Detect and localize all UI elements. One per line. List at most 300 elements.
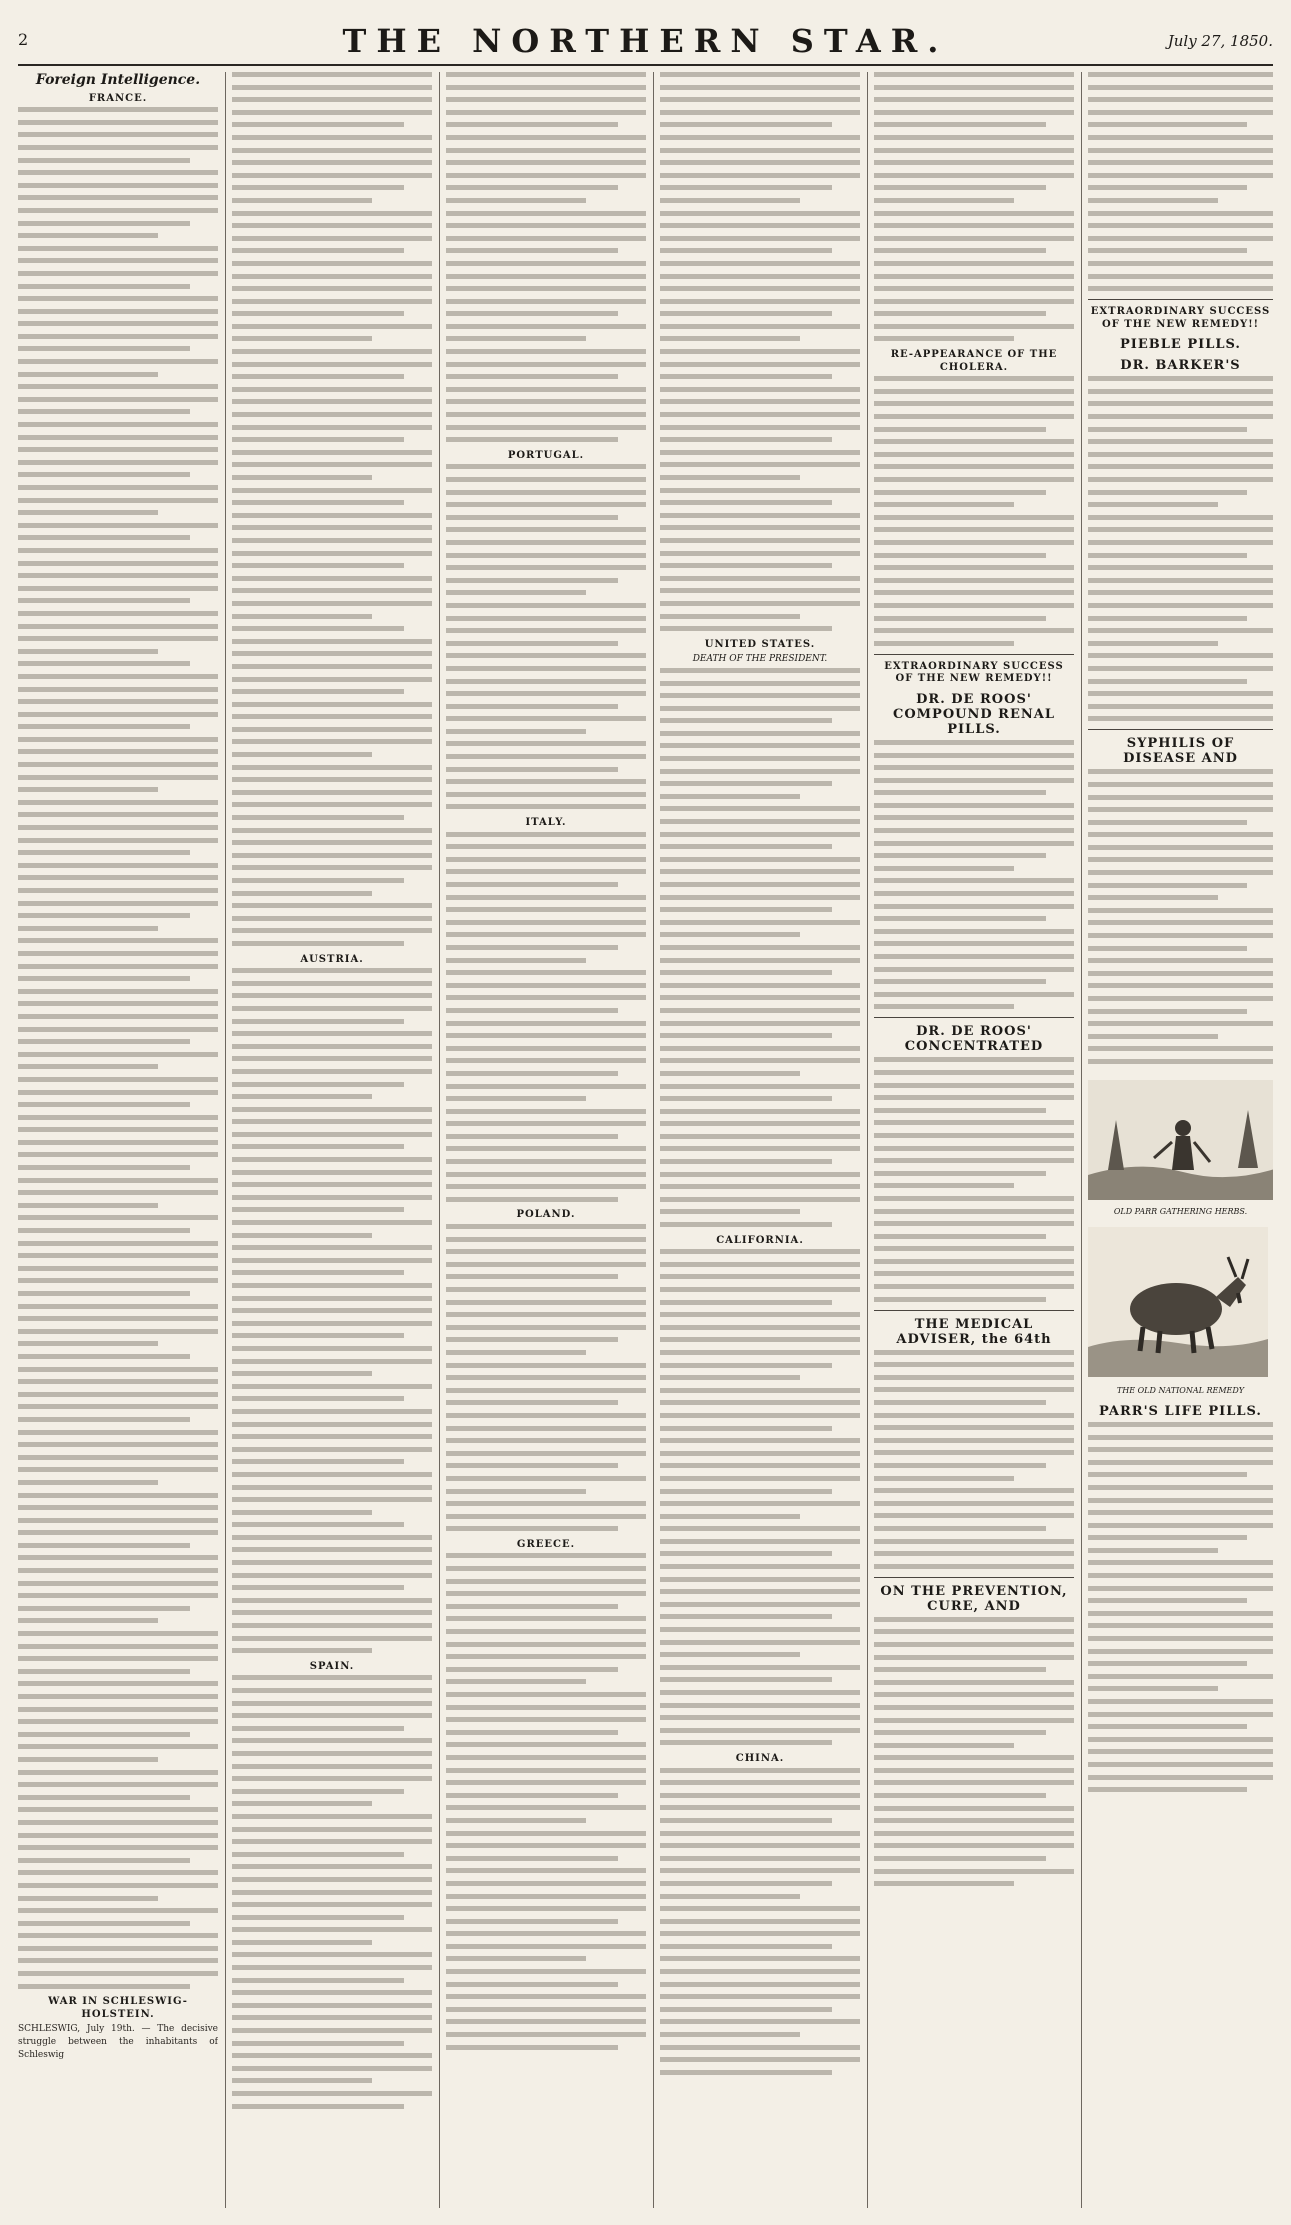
text-line bbox=[18, 1417, 190, 1422]
text-line bbox=[1088, 1059, 1273, 1064]
text-line bbox=[1088, 820, 1247, 825]
text-line bbox=[232, 1522, 404, 1527]
text-line bbox=[232, 1940, 372, 1945]
text-line bbox=[660, 2057, 860, 2062]
text-line bbox=[874, 1133, 1074, 1138]
text-line bbox=[874, 740, 1074, 745]
text-line bbox=[446, 85, 646, 90]
text-line bbox=[660, 588, 860, 593]
text-line bbox=[232, 311, 404, 316]
text-line bbox=[232, 765, 432, 770]
text-line bbox=[18, 1001, 218, 1006]
text-line bbox=[874, 1768, 1074, 1773]
article-text bbox=[446, 1224, 646, 1531]
text-line bbox=[18, 1442, 218, 1447]
text-line bbox=[660, 832, 860, 837]
text-line bbox=[18, 1770, 218, 1775]
text-line bbox=[660, 462, 860, 467]
text-line bbox=[446, 2019, 646, 2024]
text-line bbox=[446, 1805, 646, 1810]
text-line bbox=[660, 1184, 860, 1189]
text-line bbox=[1088, 490, 1247, 495]
text-line bbox=[660, 1134, 860, 1139]
text-line bbox=[18, 120, 218, 125]
text-line bbox=[1088, 1422, 1273, 1427]
advert-text bbox=[1088, 72, 1273, 291]
text-line bbox=[874, 1234, 1046, 1239]
text-line bbox=[18, 1178, 218, 1183]
text-line bbox=[660, 706, 860, 711]
text-line bbox=[232, 891, 372, 896]
text-line bbox=[660, 1969, 860, 1974]
text-line bbox=[446, 1463, 618, 1468]
text-line bbox=[446, 1654, 646, 1659]
text-line bbox=[232, 1915, 404, 1920]
text-line bbox=[18, 1455, 218, 1460]
text-line bbox=[18, 548, 218, 553]
text-line bbox=[1088, 477, 1273, 482]
text-line bbox=[874, 1718, 1074, 1723]
advert-text bbox=[1088, 769, 1273, 1064]
text-line bbox=[874, 299, 1074, 304]
text-line bbox=[18, 1958, 218, 1963]
text-line bbox=[660, 1249, 860, 1254]
text-line bbox=[874, 236, 1074, 241]
text-line bbox=[660, 286, 860, 291]
text-line bbox=[1088, 908, 1273, 913]
text-line bbox=[1088, 211, 1273, 216]
text-line bbox=[232, 122, 404, 127]
text-line bbox=[18, 1480, 158, 1485]
text-line bbox=[18, 674, 218, 679]
text-line bbox=[660, 475, 800, 480]
heading-united-states: UNITED STATES. bbox=[704, 638, 816, 650]
text-line bbox=[18, 611, 218, 616]
text-line bbox=[874, 553, 1046, 558]
text-line bbox=[446, 336, 586, 341]
text-line bbox=[18, 359, 218, 364]
text-line bbox=[660, 1640, 860, 1645]
heading-portugal: PORTUGAL. bbox=[507, 449, 585, 461]
text-line bbox=[446, 628, 646, 633]
text-line bbox=[1088, 1775, 1273, 1780]
text-line bbox=[446, 1526, 618, 1531]
text-line bbox=[660, 1881, 832, 1886]
text-line bbox=[660, 1652, 800, 1657]
text-line bbox=[232, 601, 432, 606]
text-line bbox=[18, 221, 190, 226]
text-line bbox=[446, 261, 646, 266]
text-line bbox=[660, 437, 832, 442]
text-line bbox=[874, 311, 1046, 316]
text-line bbox=[874, 841, 1074, 846]
text-line bbox=[446, 1566, 646, 1571]
text-line bbox=[660, 819, 860, 824]
text-line bbox=[232, 840, 432, 845]
text-line bbox=[18, 1190, 218, 1195]
text-line bbox=[18, 1669, 190, 1674]
text-line bbox=[660, 1262, 860, 1267]
text-line bbox=[446, 1818, 586, 1823]
text-line bbox=[446, 1969, 646, 1974]
text-line bbox=[660, 148, 860, 153]
text-line bbox=[446, 1121, 646, 1126]
text-line bbox=[446, 1274, 618, 1279]
text-line bbox=[1088, 1046, 1273, 1051]
text-line bbox=[232, 1952, 432, 1957]
text-line bbox=[446, 110, 646, 115]
text-line bbox=[874, 1755, 1074, 1760]
text-line bbox=[446, 1755, 646, 1760]
text-line bbox=[232, 639, 432, 644]
text-line bbox=[1088, 1021, 1273, 1026]
text-line bbox=[660, 1172, 860, 1177]
text-line bbox=[660, 261, 860, 266]
text-line bbox=[660, 806, 860, 811]
text-line bbox=[660, 425, 860, 430]
column-1 bbox=[18, 72, 218, 2208]
text-line bbox=[446, 1717, 646, 1722]
text-line bbox=[660, 1539, 860, 1544]
text-line bbox=[1088, 464, 1273, 469]
text-line bbox=[232, 1927, 432, 1932]
text-line bbox=[874, 891, 1074, 896]
text-line bbox=[232, 1738, 432, 1743]
text-line bbox=[660, 1868, 860, 1873]
text-line bbox=[232, 1864, 432, 1869]
text-line bbox=[660, 198, 800, 203]
text-line bbox=[1088, 1586, 1273, 1591]
text-line bbox=[232, 135, 432, 140]
text-line bbox=[232, 538, 432, 543]
text-line bbox=[446, 1579, 646, 1584]
text-line bbox=[660, 324, 860, 329]
text-line bbox=[1088, 414, 1273, 419]
text-line bbox=[446, 425, 646, 430]
text-line bbox=[446, 1768, 646, 1773]
text-line bbox=[660, 1906, 860, 1911]
text-line bbox=[232, 148, 432, 153]
text-line bbox=[232, 614, 372, 619]
text-line bbox=[660, 173, 860, 178]
text-line bbox=[232, 1170, 432, 1175]
text-line bbox=[232, 160, 432, 165]
text-line bbox=[874, 1120, 1074, 1125]
text-line bbox=[446, 311, 618, 316]
text-line bbox=[446, 565, 646, 570]
text-line bbox=[660, 844, 832, 849]
text-line bbox=[874, 916, 1046, 921]
text-line bbox=[18, 1581, 218, 1586]
text-line bbox=[874, 211, 1074, 216]
heading-extraordinary-success: EXTRAORDINARY SUCCESS OF THE NEW REMEDY!! bbox=[1090, 306, 1271, 330]
text-line bbox=[446, 1591, 646, 1596]
text-line bbox=[446, 1831, 646, 1836]
column-rule bbox=[1081, 72, 1082, 2208]
text-line bbox=[446, 399, 646, 404]
text-line bbox=[446, 223, 646, 228]
text-line bbox=[446, 97, 646, 102]
text-line bbox=[660, 1931, 860, 1936]
text-line bbox=[874, 565, 1074, 570]
text-line bbox=[1088, 946, 1247, 951]
text-line bbox=[874, 1146, 1074, 1151]
text-line bbox=[232, 1751, 432, 1756]
text-line bbox=[446, 324, 646, 329]
text-line bbox=[232, 1814, 432, 1819]
text-line bbox=[446, 1249, 646, 1254]
text-line bbox=[18, 1921, 190, 1926]
text-line bbox=[18, 1266, 218, 1271]
text-line bbox=[232, 1371, 372, 1376]
text-line bbox=[660, 743, 860, 748]
text-line bbox=[660, 945, 860, 950]
text-line bbox=[232, 412, 432, 417]
text-line bbox=[874, 1083, 1074, 1088]
text-line bbox=[232, 349, 432, 354]
page-header bbox=[18, 18, 1273, 66]
text-line bbox=[660, 1627, 860, 1632]
text-line bbox=[232, 1852, 404, 1857]
text-line bbox=[660, 576, 860, 581]
text-line bbox=[446, 1793, 618, 1798]
text-line bbox=[232, 1283, 432, 1288]
text-line bbox=[18, 1379, 218, 1384]
text-line bbox=[18, 964, 218, 969]
text-line bbox=[446, 578, 618, 583]
text-line bbox=[232, 110, 432, 115]
text-line bbox=[660, 1300, 832, 1305]
text-line bbox=[446, 1159, 646, 1164]
text-line bbox=[874, 641, 1014, 646]
text-line bbox=[446, 1514, 646, 1519]
text-line bbox=[232, 525, 432, 530]
text-line bbox=[660, 1805, 860, 1810]
text-line bbox=[660, 2070, 832, 2075]
text-line bbox=[232, 790, 432, 795]
text-line bbox=[18, 1971, 218, 1976]
text-line bbox=[232, 993, 432, 998]
text-line bbox=[660, 1956, 860, 1961]
text-line bbox=[18, 397, 218, 402]
text-line bbox=[232, 97, 432, 102]
text-line bbox=[1088, 590, 1273, 595]
text-line bbox=[660, 185, 832, 190]
text-line bbox=[446, 666, 646, 671]
text-line bbox=[660, 1375, 800, 1380]
text-line bbox=[446, 1350, 586, 1355]
text-line bbox=[446, 641, 618, 646]
text-line bbox=[232, 211, 432, 216]
text-line bbox=[446, 716, 646, 721]
text-line bbox=[446, 767, 618, 772]
heading-california: CALIFORNIA. bbox=[716, 1234, 804, 1246]
text-line bbox=[446, 1287, 646, 1292]
article-text bbox=[232, 72, 432, 946]
text-line bbox=[232, 462, 432, 467]
text-line bbox=[660, 1551, 832, 1556]
text-line bbox=[446, 1084, 646, 1089]
text-line bbox=[660, 1665, 860, 1670]
text-line bbox=[232, 626, 404, 631]
text-line bbox=[232, 1258, 432, 1263]
text-line bbox=[874, 527, 1074, 532]
text-line bbox=[1088, 653, 1273, 658]
text-line bbox=[232, 981, 432, 986]
article-text bbox=[232, 1675, 432, 2108]
text-line bbox=[1088, 97, 1273, 102]
text-line bbox=[874, 878, 1074, 883]
text-line bbox=[446, 1312, 646, 1317]
issue-date: July 27, 1850. bbox=[1167, 32, 1273, 50]
caption-old-national-remedy: THE OLD NATIONAL REMEDY bbox=[1116, 1386, 1245, 1396]
text-line bbox=[660, 1096, 832, 1101]
text-line bbox=[18, 1152, 218, 1157]
text-line bbox=[446, 185, 618, 190]
text-line bbox=[660, 1831, 860, 1836]
text-line bbox=[660, 932, 800, 937]
text-line bbox=[18, 1518, 218, 1523]
text-line bbox=[1088, 1498, 1273, 1503]
text-line bbox=[660, 895, 860, 900]
text-line bbox=[18, 1253, 218, 1258]
text-line bbox=[18, 1115, 218, 1120]
text-line bbox=[18, 435, 218, 440]
text-line bbox=[874, 427, 1046, 432]
text-line bbox=[446, 1604, 618, 1609]
text-line bbox=[232, 1675, 432, 1680]
text-line bbox=[874, 515, 1074, 520]
text-line bbox=[232, 1359, 432, 1364]
text-line bbox=[874, 590, 1074, 595]
text-line bbox=[18, 1707, 218, 1712]
text-line bbox=[232, 1233, 372, 1238]
text-line bbox=[232, 1535, 432, 1540]
text-line bbox=[446, 958, 586, 963]
text-line bbox=[18, 1493, 218, 1498]
heading-de-roos-concentrated: DR. DE ROOS' CONCENTRATED bbox=[904, 1024, 1044, 1055]
text-line bbox=[874, 1818, 1074, 1823]
text-line bbox=[446, 490, 646, 495]
text-line bbox=[18, 1694, 218, 1699]
text-line bbox=[1088, 1460, 1273, 1465]
text-line bbox=[232, 324, 432, 329]
text-line bbox=[660, 1350, 860, 1355]
text-line bbox=[232, 1220, 432, 1225]
text-line bbox=[874, 628, 1074, 633]
text-line bbox=[874, 1488, 1074, 1493]
text-line bbox=[660, 1715, 860, 1720]
text-line bbox=[446, 995, 646, 1000]
text-line bbox=[446, 1438, 646, 1443]
text-line bbox=[446, 412, 646, 417]
text-line bbox=[874, 1881, 1014, 1886]
text-line bbox=[232, 1560, 432, 1565]
text-line bbox=[660, 1146, 860, 1151]
text-line bbox=[232, 1447, 432, 1452]
text-line bbox=[18, 1845, 218, 1850]
text-line bbox=[232, 450, 432, 455]
text-line bbox=[660, 668, 860, 673]
text-line bbox=[232, 1308, 432, 1313]
text-line bbox=[660, 1856, 860, 1861]
article-text bbox=[18, 107, 218, 1988]
heading-syphilis: SYPHILIS OF DISEASE AND bbox=[1123, 736, 1238, 767]
text-line bbox=[18, 724, 190, 729]
text-line bbox=[446, 832, 646, 837]
text-line bbox=[232, 714, 432, 719]
text-line bbox=[660, 1046, 860, 1051]
text-line bbox=[446, 1237, 646, 1242]
text-line bbox=[874, 1655, 1074, 1660]
text-line bbox=[1088, 832, 1273, 837]
text-line bbox=[18, 1984, 190, 1989]
text-line bbox=[874, 828, 1074, 833]
text-line bbox=[874, 1387, 1074, 1392]
text-line bbox=[874, 135, 1074, 140]
text-line bbox=[446, 1413, 646, 1418]
column-4 bbox=[660, 72, 860, 2208]
text-line bbox=[660, 1677, 832, 1682]
text-line bbox=[232, 185, 404, 190]
text-line bbox=[18, 1883, 218, 1888]
text-line bbox=[18, 233, 158, 238]
text-line bbox=[1088, 376, 1273, 381]
war-lead-text: SCHLESWIG, July 19th. — The decisive struggle between the inhabitants of Schleswig bbox=[18, 2024, 218, 2060]
text-line bbox=[660, 374, 832, 379]
text-line bbox=[232, 1006, 432, 1011]
text-line bbox=[446, 804, 646, 809]
text-line bbox=[1088, 996, 1273, 1001]
text-line bbox=[660, 869, 860, 874]
text-line bbox=[660, 693, 860, 698]
heading-france: FRANCE. bbox=[88, 92, 148, 104]
text-line bbox=[232, 1801, 372, 1806]
text-line bbox=[660, 513, 860, 518]
text-line bbox=[660, 1768, 860, 1773]
text-line bbox=[874, 603, 1074, 608]
column-rule bbox=[867, 72, 868, 2208]
text-line bbox=[446, 1400, 618, 1405]
text-line bbox=[232, 689, 404, 694]
text-line bbox=[874, 1196, 1074, 1201]
text-line bbox=[18, 888, 218, 893]
text-line bbox=[232, 274, 432, 279]
column-rule bbox=[653, 72, 654, 2208]
article-text bbox=[660, 72, 860, 631]
text-line bbox=[446, 792, 646, 797]
text-line bbox=[660, 488, 860, 493]
advert-separator bbox=[874, 1577, 1074, 1578]
text-line bbox=[660, 1287, 860, 1292]
text-line bbox=[1088, 439, 1273, 444]
text-line bbox=[232, 1107, 432, 1112]
text-line bbox=[874, 414, 1074, 419]
text-line bbox=[660, 336, 800, 341]
caption-old-parr-herbs: OLD PARR GATHERING HERBS. bbox=[1113, 1207, 1248, 1217]
text-line bbox=[1088, 527, 1273, 532]
text-line bbox=[874, 185, 1046, 190]
text-line bbox=[232, 2091, 432, 2096]
text-line bbox=[660, 500, 832, 505]
text-line bbox=[18, 1467, 218, 1472]
text-line bbox=[1088, 895, 1218, 900]
text-line bbox=[660, 857, 860, 862]
text-line bbox=[660, 2007, 832, 2012]
text-line bbox=[660, 399, 860, 404]
text-line bbox=[446, 679, 646, 684]
subheading-death-of-president: DEATH OF THE PRESIDENT. bbox=[692, 654, 828, 665]
